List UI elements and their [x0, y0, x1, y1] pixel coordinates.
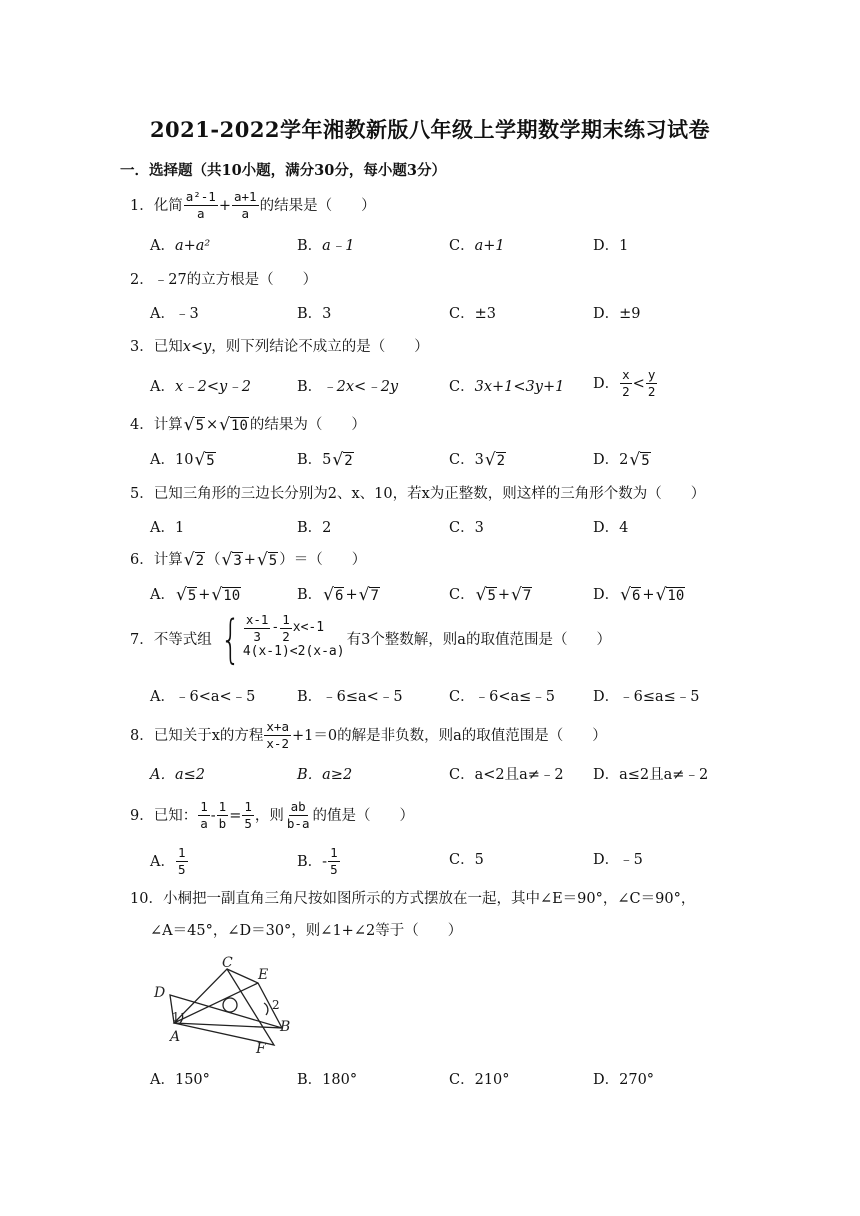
q7-option-c: C．﹣6<a≤﹣5 — [449, 689, 555, 705]
inequality-system: { $\frac{x-1}{3}$ - $\frac{1}{2}$ x<-1 4(x-1)<2(x-a) — [220, 610, 345, 670]
q7-option-a: A．﹣6<a<﹣5 — [150, 689, 256, 705]
svg-text:F: F — [256, 1041, 266, 1055]
q9-option-a: A． $\frac{1}{5}$ — [150, 845, 186, 877]
q4-option-b: B．5 √ 2 — [297, 450, 353, 470]
fraction: $\frac{a+1}{a}$ — [234, 189, 257, 221]
q5-option-b: B．2 — [297, 520, 332, 536]
sqrt: √ 10 — [219, 415, 248, 435]
q1-option-b: B． a﹣1 — [297, 238, 355, 254]
q1-option-a: A． a+a² — [150, 238, 211, 254]
q7-option-b: B．﹣6≤a<﹣5 — [297, 689, 403, 705]
sqrt: √ 5 — [183, 415, 205, 435]
question-2: 2．﹣27的立方根是（ ） — [130, 272, 318, 288]
q4-option-a: A．10 √ 5 — [150, 450, 215, 470]
q10-option-a: A．150° — [150, 1072, 210, 1088]
q8-option-c: C．a<2且a≠﹣2 — [449, 767, 564, 783]
q4-option-c: C．3 √ 2 — [449, 450, 506, 470]
q2-option-b: B．3 — [297, 306, 332, 322]
question-4: 4．计算 √ 5 × √ 10 的结果为（ ） — [130, 415, 366, 435]
q10-option-b: B．180° — [297, 1072, 358, 1088]
svg-text:D: D — [154, 985, 166, 1001]
fraction: $\frac{x}{2}$ — [622, 367, 630, 399]
question-10-line-1: 10．小桐把一副直角三角尺按如图所示的方式摆放在一起，其中∠E＝90°，∠C＝90°， — [130, 891, 696, 907]
q6-option-b: B． √ 6 + √ 7 — [297, 585, 379, 605]
q10-option-d: D．270° — [593, 1072, 655, 1088]
q6-option-a: A． √ 5 + √ 10 — [150, 585, 241, 605]
question-3: 3．已知 x<y ，则下列结论不成立的是（ ） — [130, 339, 429, 355]
question-9: 9．已知： $\frac{1}{a}$ - $\frac{1}{b}$ = $\frac{1}{5}$ ，则 $\frac{ab}{b-a}$ 的值是（ ） — [130, 799, 414, 831]
page-title: 2021-2022学年湘教新版八年级上学期数学期末练习试卷 — [149, 117, 711, 142]
q2-option-c: C．±3 — [449, 306, 496, 322]
question-7: 7．不等式组 { $\frac{x-1}{3}$ - $\frac{1}{2}$ x<-1 4(x-1)<2(x-a) 有3个整数解，则a的取值范围是（ ） — [130, 610, 611, 670]
q2-option-d: D．±9 — [593, 306, 641, 322]
question-8: 8．已知关于x的方程 $\frac{x+a}{x-2}$ +1＝0的解是非负数，则a的取值范围是（ ） — [130, 719, 607, 751]
fraction: $\frac{\text{a²-1}}{a}$ — [185, 189, 216, 221]
q1-option-d: D． 1 — [593, 238, 629, 254]
svg-text:E: E — [258, 967, 269, 983]
q10-option-c: C．210° — [449, 1072, 510, 1088]
q5-option-c: C．3 — [449, 520, 484, 536]
q2-option-a: A．﹣3 — [150, 306, 199, 322]
q3-option-c: C． 3x+1<3y+1 — [449, 379, 565, 395]
q6-option-c: C． √ 5 + √ 7 — [449, 585, 532, 605]
svg-text:B: B — [280, 1019, 291, 1035]
question-1: 1．化简 $\frac{\text{a²-1}}{a}$ + $\frac{a+1}{a}$ 的结果是（ ） — [130, 189, 376, 221]
triangle-figure — [152, 955, 297, 1055]
q9-option-d: D．﹣5 — [593, 852, 643, 868]
q3-option-d: D． $\frac{x}{2}$ < $\frac{y}{2}$ — [593, 367, 656, 399]
q5-option-a: A．1 — [150, 520, 185, 536]
svg-text:1: 1 — [172, 1010, 180, 1024]
section-heading: 一．选择题（共10小题，满分30分，每小题3分） — [120, 162, 446, 179]
svg-text:2: 2 — [272, 998, 280, 1012]
q6-option-d: D． √ 6 + √ 10 — [593, 585, 685, 605]
q3-option-a: A． x﹣2<y﹣2 — [150, 379, 251, 395]
q4-option-d: D．2 √ 5 — [593, 450, 650, 470]
q8-option-a: A．a≤2 — [150, 767, 205, 783]
q1-option-c: C． a+1 — [449, 238, 505, 254]
q5-option-d: D．4 — [593, 520, 629, 536]
question-10-line-2: ∠A＝45°，∠D＝30°，则∠1+∠2等于（ ） — [150, 923, 463, 939]
svg-text:A: A — [170, 1029, 181, 1045]
question-6: 6．计算 √ 2 （ √ 3 + √ 5 ）＝（ ） — [130, 550, 367, 570]
q3-option-b: B． ﹣2x<﹣2y — [297, 379, 399, 395]
q8-option-b: B．a≥2 — [297, 767, 353, 783]
fraction: $\frac{y}{2}$ — [647, 367, 656, 399]
q8-option-d: D．a≤2且a≠﹣2 — [593, 767, 709, 783]
q7-option-d: D．﹣6≤a≤﹣5 — [593, 689, 700, 705]
q9-option-c: C．5 — [449, 852, 484, 868]
svg-text:C: C — [222, 955, 233, 971]
q9-option-b: B． - $\frac{1}{5}$ — [297, 845, 338, 877]
question-5: 5．已知三角形的三边长分别为2、x、10，若x为正整数，则这样的三角形个数为（ ） — [130, 486, 706, 502]
